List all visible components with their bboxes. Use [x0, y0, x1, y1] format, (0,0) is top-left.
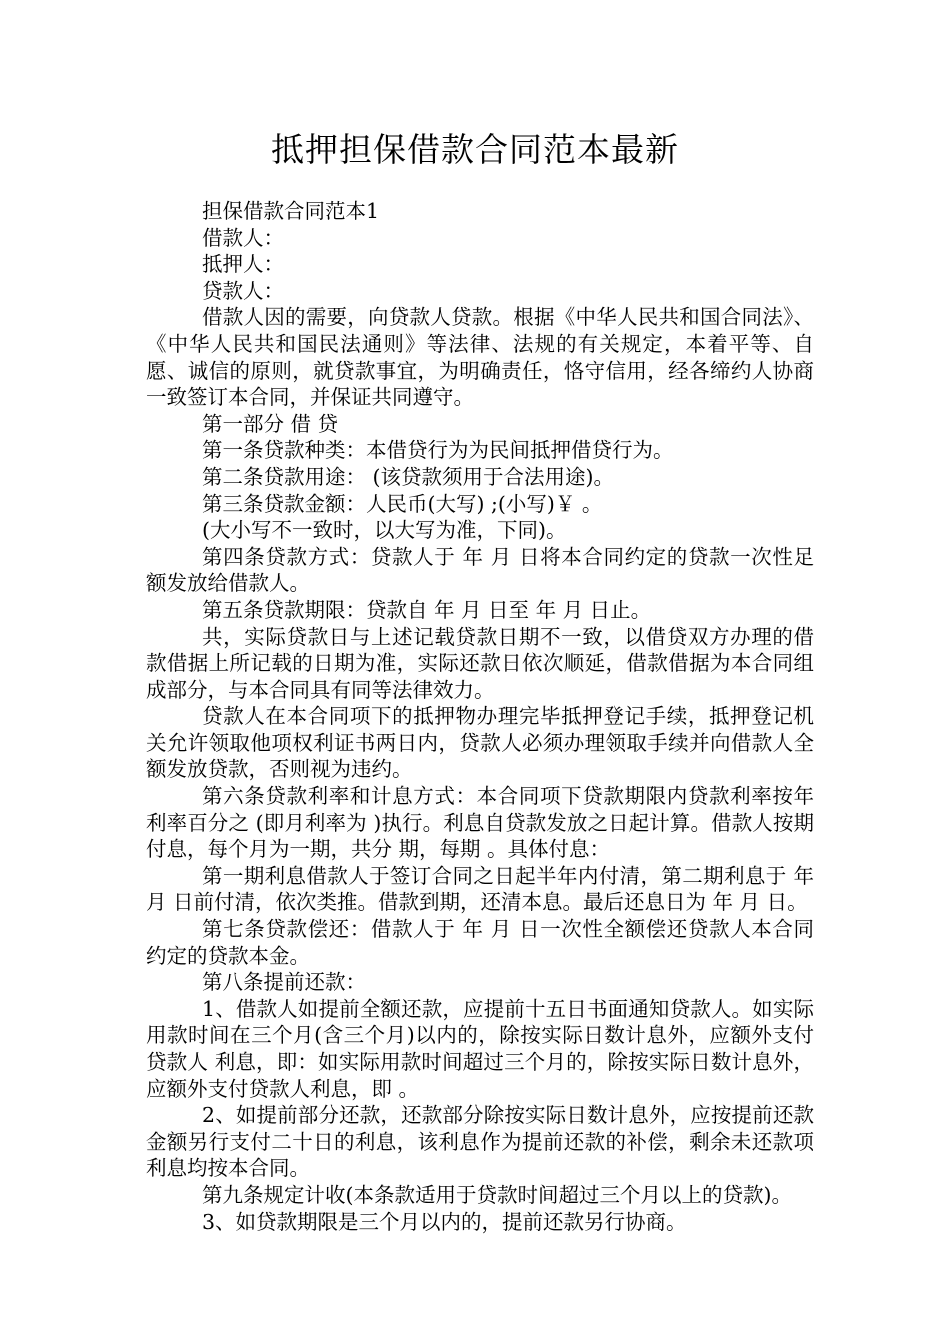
document-body [146, 198, 814, 1235]
subtitle-paragraph: 担保借款合同范本1 [202, 199, 380, 223]
article-7-paragraph: 第七条贷款偿还：借款人于 年 月 日一次性全额偿还贷款人本合同约定的贷款本金。 [146, 917, 814, 968]
interest-schedule-paragraph: 第一期利息借款人于签订合同之日起半年内付清，第二期利息于 年 月 日前付清，依次类推。借款到期，还清本息。最后还息日为 年 月 日。 [146, 863, 814, 915]
article-3-paragraph: 第三条贷款金额：人民币(大写) ;(小写)￥ 。 [202, 491, 603, 516]
lender-line: 贷款人： [202, 278, 284, 303]
mortgage-registration-paragraph: 贷款人在本合同项下的抵押物办理完毕抵押登记手续，抵押登记机关允许领取他项权利证书两日内，贷款人必须办理领取手续并向借款人全额发放贷款，否则视为违约。 [146, 704, 814, 782]
article-1-paragraph: 第一条贷款种类：本借贷行为为民间抵押借贷行为。 [202, 438, 674, 463]
article-2-paragraph: 第二条贷款用途： (该贷款须用于合法用途)。 [202, 464, 615, 489]
article-8-item-2: 2、如提前部分还款，还款部分除按实际日数计息外，应按提前还款金额另行支付二十日的利息，该利息作为提前还款的补偿，剩余未还款项利息均按本合同。 [146, 1103, 814, 1181]
borrower-line: 借款人： [202, 225, 284, 250]
part-heading: 第一部分 借 贷 [202, 411, 339, 436]
article-5-paragraph: 第五条贷款期限：贷款自 年 月 日至 年 月 日止。 [202, 597, 652, 622]
article-5-detail-paragraph: 共，实际贷款日与上述记载贷款日期不一致，以借贷双方办理的借款借据上所记载的日期为准，实际还款日依次顺延，借款借据为本合同组成部分，与本合同具有同等法律效力。 [146, 624, 814, 702]
article-4-paragraph: 第四条贷款方式：贷款人于 年 月 日将本合同约定的贷款一次性足额发放给借款人。 [146, 544, 814, 596]
article-8-item-1: 1、借款人如提前全额还款，应提前十五日书面通知贷款人。如实际用款时间在三个月(含三个月)以内的，除按实际日数计息外，应额外支付贷款人 利息，即：如实际用款时间超过三个月的，除按实际日数计息外，应额外支付贷款人利息，即 。 [146, 996, 814, 1101]
article-8-heading: 第八条提前还款： [202, 970, 366, 995]
preamble-paragraph: 借款人因的需要，向贷款人贷款。根据《中华人民共和国合同法》、《中华人民共和国民法通则》等法律、法规的有关规定，本着平等、自愿、诚信的原则，就贷款事宜，为明确责任，恪守信用，经各缔约人协商一致签订本合同，并保证共同遵守。 [146, 305, 814, 410]
article-6-paragraph: 第六条贷款利率和计息方式：本合同项下贷款期限内贷款利率按年利率百分之 (即月利率为 )执行。利息自贷款发放之日起计算。借款人按期付息，每个月为一期，共分 期，每期 。具体付息： [146, 784, 814, 862]
article-8-item-3: 3、如贷款期限是三个月以内的，提前还款另行协商。 [202, 1209, 687, 1234]
mortgagor-line: 抵押人： [202, 252, 284, 277]
article-9-paragraph: 第九条规定计收(本条款适用于贷款时间超过三个月以上的贷款)。 [202, 1182, 792, 1207]
article-3-note-paragraph: (大小写不一致时，以大写为准，下同)。 [202, 518, 567, 543]
document-title: 抵押担保借款合同范本最新 [271, 130, 679, 169]
